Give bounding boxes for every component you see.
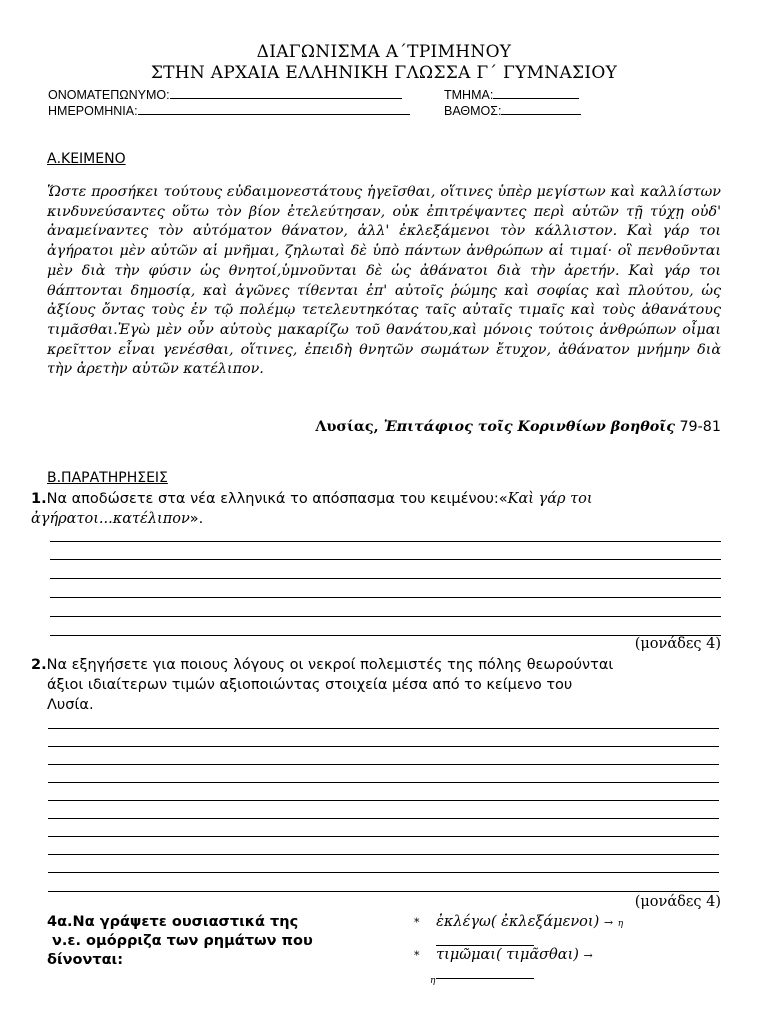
bullet-star-icon: * <box>414 949 420 962</box>
question-2-line-2: άξιοι ιδιαίτερων τιμών αξιοποιώντας στοιχεία μέσα από το κείμενο του <box>47 677 573 693</box>
grade-field-row <box>444 102 581 118</box>
answer-line[interactable] <box>50 559 721 560</box>
source-work: Ἐπιτάφιος τοῖς Κορινθίων βοηθοῖς <box>383 419 675 435</box>
class-label: ΤΜΗΜΑ: <box>444 88 494 102</box>
ancient-greek-passage: Ὥστε προσήκει τούτους εὐδαιμονεστάτους ἡγεῖσθαι, οἵτινες ὑπὲρ μεγίστων καὶ καλλίστων κινδυνεύσαντες οὕτω τὸν βίον ἐτελεύτησαν, οὐκ ἐπιτρέψαντες περὶ αὑτῶν τῇ τύχῃ οὐδ' ἀναμείναντες τὸν αὐτόματον θάνατον, ἀλλ' ἐκλεξάμενοι τὸν κάλλιστον. Καὶ γάρ τοι ἀγήρατοι μὲν αὐτῶν αἱ μνῆμαι, ζηλωταὶ δὲ ὑπὸ πάντων ἀνθρώπων αἱ τιμαί· οἳ πενθοῦνται μὲν διὰ τὴν φύσιν ὡς θνητοί,ὑμνοῦνται δὲ ὡς ἀθάνατοι διὰ τὴν ἀρετήν. Καὶ γάρ τοι θάπτονται δημοσίᾳ, καὶ ἀγῶνες τίθενται ἐπ' αὐτοῖς ῥώμης καὶ σοφίας καὶ πλούτου, ὡς ἀξίους ὄντας τοὺς ἐν τῷ πολέμῳ τετελευτηκότας ταῖς αὐταῖς τιμαῖς καὶ τοὺς ἀθανάτους τιμᾶσθαι.Ἐγὼ μὲν οὖν αὐτοὺς μακαρίζω τοῦ θανάτου,καὶ μόνοις τούτοις ἀνθρώπων οἶμαι κρεῖττον εἶναι γενέσθαι, οἵτινες, ἐπειδὴ θνητῶν σωμάτων ἔτυχον, ἀθάνατον μνήμην διὰ τὴν ἀρετὴν αὑτῶν κατέλιπον. <box>47 184 721 378</box>
question-2-line-3: Λυσία. <box>47 697 94 713</box>
question-4a <box>47 913 377 970</box>
answer-line[interactable] <box>48 728 719 729</box>
name-field-row <box>48 86 402 102</box>
article-1: η <box>617 919 624 929</box>
question-1-end: ». <box>189 511 204 527</box>
name-label: ΟΝΟΜΑΤΕΠΩΝΥΜΟ: <box>48 88 170 102</box>
question-2 <box>31 655 741 715</box>
answer-line[interactable] <box>50 541 721 542</box>
answer-line[interactable] <box>48 836 719 837</box>
verb-2: τιμῶμαι( τιμᾶσθαι) <box>436 947 579 963</box>
grade-label: ΒΑΘΜΟΣ: <box>444 104 502 118</box>
question-1-number: 1. <box>31 491 47 507</box>
verb-1: ἐκλέγω( ἐκλεξάμενοι) <box>436 914 600 930</box>
source-reference: 79-81 <box>679 419 721 435</box>
answer-line[interactable] <box>48 746 719 747</box>
question-1 <box>31 489 731 529</box>
class-blank[interactable] <box>493 86 579 99</box>
answer-line[interactable] <box>48 782 719 783</box>
question-1-points: (μονάδες 4) <box>634 636 721 652</box>
verb-item-2 <box>414 947 714 963</box>
name-blank[interactable] <box>170 86 402 99</box>
question-1-quote: Καὶ γάρ τοι ἀγήρατοι...κατέλιπον <box>31 491 593 527</box>
passage-source <box>0 419 721 435</box>
verb-item-1 <box>414 914 714 930</box>
answer-line[interactable] <box>50 616 721 617</box>
bullet-star-icon: * <box>414 916 420 929</box>
question-2-line-1: Να εξηγήσετε για ποιους λόγους οι νεκροί πολεμιστές της πόλης θεωρούνται <box>46 657 614 673</box>
answer-line[interactable] <box>48 891 719 892</box>
answer-line[interactable] <box>48 818 719 819</box>
question-4a-line-1: 4α.Να γράψετε ουσιαστικά της <box>47 914 299 930</box>
section-a-heading: Α.ΚΕΙΜΕΝΟ <box>47 151 126 167</box>
source-author: Λυσίας, <box>315 419 379 435</box>
grade-blank[interactable] <box>501 102 581 115</box>
date-field-row <box>48 102 410 118</box>
exam-subtitle: ΣΤΗΝ ΑΡΧΑΙΑ ΕΛΛΗΝΙΚΗ ΓΛΩΣΣΑ Γ΄ ΓΥΜΝΑΣΙΟΥ <box>150 63 618 83</box>
question-4a-line-2: ν.ε. ομόρριζα των ρημάτων που <box>47 933 313 949</box>
answer-line[interactable] <box>48 800 719 801</box>
arrow-right-icon: → <box>603 916 614 929</box>
question-1-text: Να αποδώσετε στα νέα ελληνικά το απόσπασμα του κειμένου:« <box>46 491 508 507</box>
answer-line[interactable] <box>48 854 719 855</box>
date-blank[interactable] <box>138 102 410 115</box>
exam-title: ΔΙΑΓΩΝΙΣΜΑ Α΄ΤΡΙΜΗΝΟΥ <box>256 42 512 62</box>
answer-line[interactable] <box>48 764 719 765</box>
question-4a-line-3: δίνονται: <box>47 952 123 968</box>
arrow-right-icon: → <box>583 949 593 962</box>
answer-row-2 <box>430 968 435 987</box>
article-2: η <box>430 976 436 986</box>
answer-blank-2[interactable] <box>436 978 534 979</box>
section-b-heading: Β.ΠΑΡΑΤΗΡΗΣΕΙΣ <box>47 470 168 486</box>
answer-blank-1[interactable] <box>436 945 534 946</box>
class-field-row <box>444 86 579 102</box>
question-2-number: 2. <box>31 657 47 673</box>
question-2-points: (μονάδες 4) <box>634 894 721 910</box>
answer-line[interactable] <box>50 578 721 579</box>
answer-line[interactable] <box>48 872 719 873</box>
answer-line[interactable] <box>50 597 721 598</box>
date-label: ΗΜΕΡΟΜΗΝΙΑ: <box>48 104 138 118</box>
